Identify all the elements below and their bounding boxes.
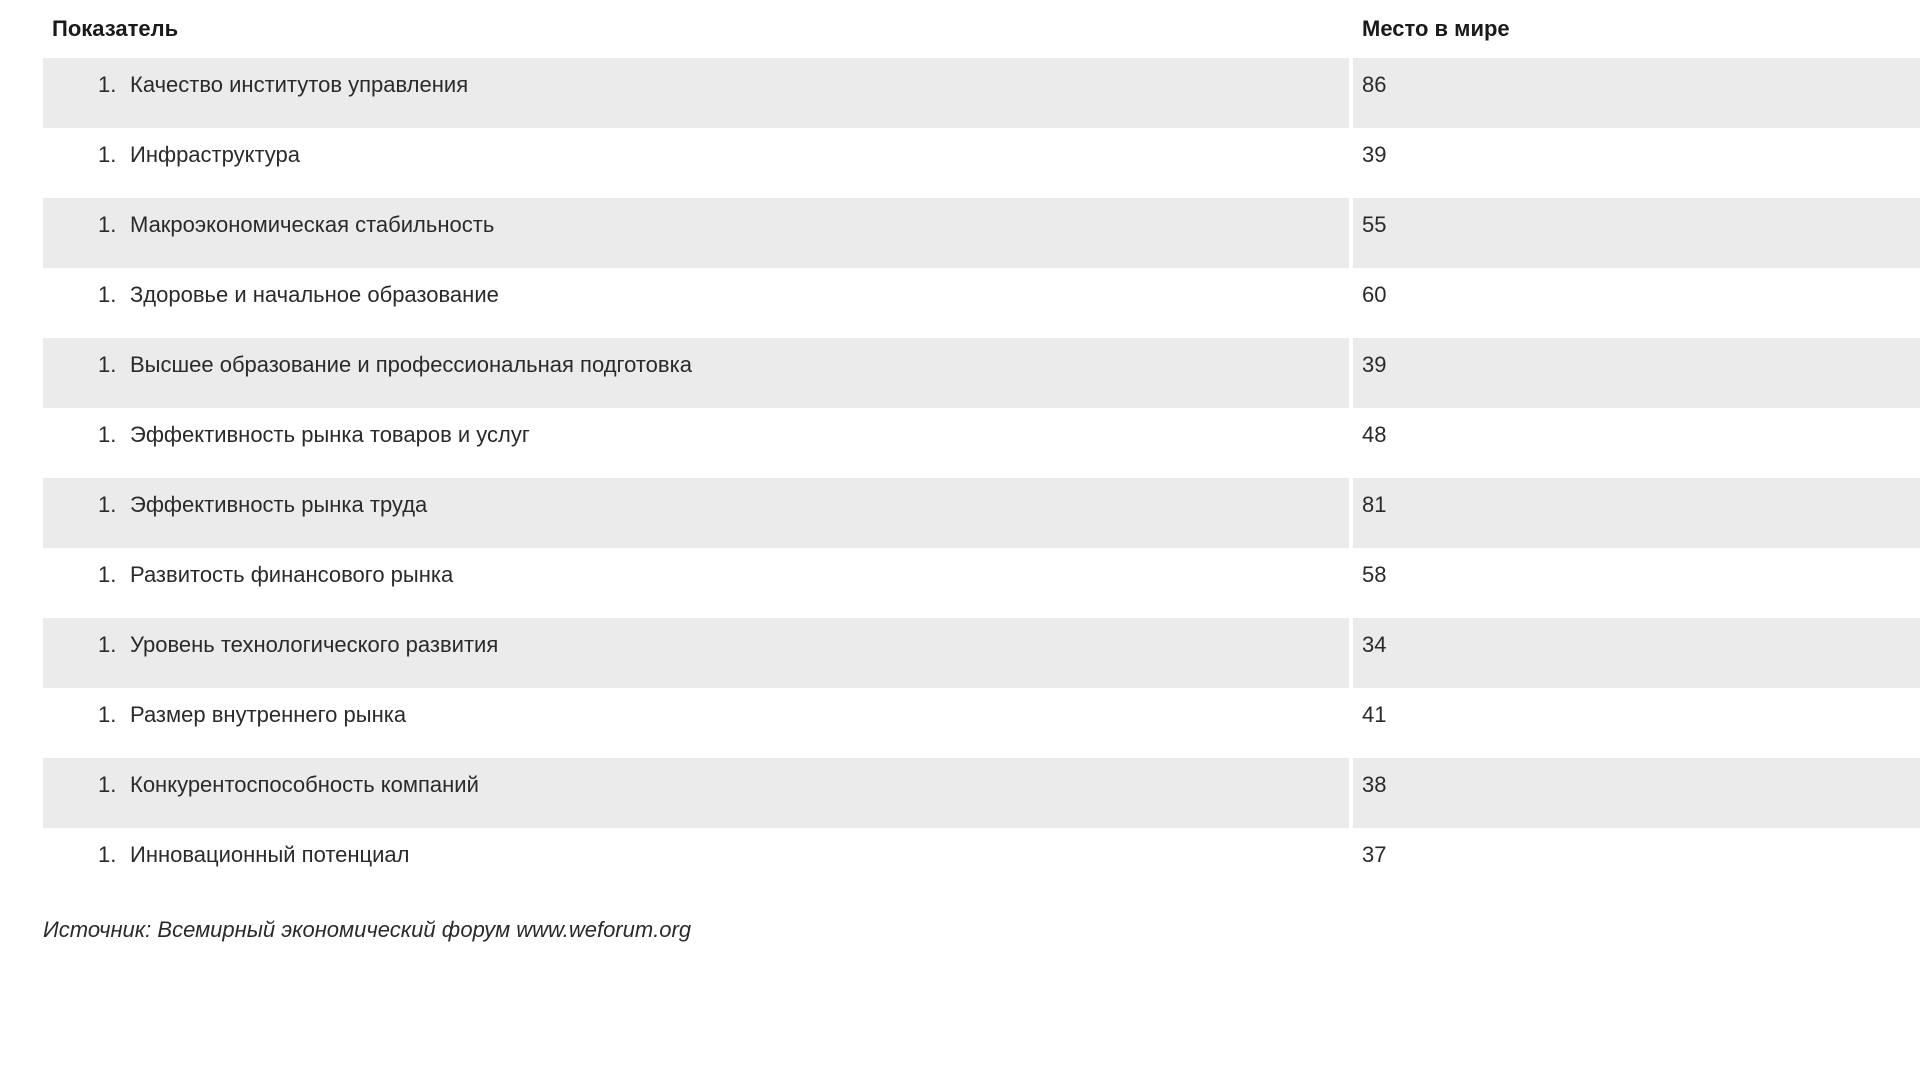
ranking-table bbox=[43, 0, 1920, 898]
rank-cell: 55 bbox=[1353, 198, 1920, 268]
ranking-table-container bbox=[43, 0, 1920, 898]
list-number: 1. bbox=[98, 72, 117, 97]
rank-cell: 39 bbox=[1353, 338, 1920, 408]
indicator-label: Эффективность рынка труда bbox=[130, 492, 428, 517]
table-row bbox=[43, 268, 1920, 338]
list-number: 1. bbox=[98, 142, 117, 167]
header-indicator: Показатель bbox=[52, 16, 179, 41]
indicator-cell bbox=[43, 408, 1349, 478]
table-header-row bbox=[43, 0, 1920, 58]
table-row bbox=[43, 128, 1920, 198]
indicator-cell bbox=[43, 338, 1349, 408]
table-row bbox=[43, 478, 1920, 548]
table-row bbox=[43, 58, 1920, 128]
source-note: Источник: Всемирный экономический форум www.weforum.org bbox=[43, 917, 692, 942]
rank-cell: 37 bbox=[1362, 842, 1387, 867]
indicator-cell bbox=[43, 268, 1349, 338]
rank-cell: 58 bbox=[1362, 562, 1387, 587]
indicator-cell bbox=[43, 58, 1349, 128]
rank-cell: 86 bbox=[1353, 58, 1920, 128]
rank-cell: 34 bbox=[1353, 618, 1920, 688]
table-row bbox=[43, 618, 1920, 688]
indicator-label: Размер внутреннего рынка bbox=[130, 702, 407, 727]
table-row bbox=[43, 338, 1920, 408]
header-rank: Место в мире bbox=[1362, 16, 1510, 41]
rank-cell: 39 bbox=[1362, 142, 1387, 167]
table-row bbox=[43, 688, 1920, 758]
list-number: 1. bbox=[98, 422, 117, 447]
rank-cell: 48 bbox=[1362, 422, 1387, 447]
list-number: 1. bbox=[98, 282, 117, 307]
table-row bbox=[43, 758, 1920, 828]
indicator-cell bbox=[43, 548, 1349, 618]
rank-cell: 41 bbox=[1362, 702, 1387, 727]
list-number: 1. bbox=[98, 632, 117, 657]
indicator-cell bbox=[43, 478, 1349, 548]
table-body bbox=[43, 58, 1920, 898]
list-number: 1. bbox=[98, 212, 117, 237]
indicator-label: Здоровье и начальное образование bbox=[130, 282, 499, 307]
list-number: 1. bbox=[98, 842, 117, 867]
indicator-label: Макроэкономическая стабильность bbox=[130, 212, 495, 237]
list-number: 1. bbox=[98, 352, 117, 377]
indicator-label: Высшее образование и профессиональная подготовка bbox=[130, 352, 692, 377]
indicator-cell bbox=[43, 618, 1349, 688]
indicator-cell bbox=[43, 688, 1349, 758]
list-number: 1. bbox=[98, 492, 117, 517]
indicator-label: Качество институтов управления bbox=[130, 72, 469, 97]
indicator-cell bbox=[43, 758, 1349, 828]
table-row bbox=[43, 408, 1920, 478]
rank-cell: 38 bbox=[1353, 758, 1920, 828]
indicator-label: Уровень технологического развития bbox=[130, 632, 499, 657]
list-number: 1. bbox=[98, 702, 117, 727]
indicator-cell bbox=[43, 198, 1349, 268]
indicator-label: Эффективность рынка товаров и услуг bbox=[130, 422, 530, 447]
rank-cell: 60 bbox=[1362, 282, 1387, 307]
indicator-cell bbox=[43, 828, 1349, 898]
table-row bbox=[43, 198, 1920, 268]
table-row bbox=[43, 548, 1920, 618]
indicator-label: Конкурентоспособность компаний bbox=[130, 772, 479, 797]
list-number: 1. bbox=[98, 562, 117, 587]
indicator-label: Развитость финансового рынка bbox=[130, 562, 454, 587]
table-row bbox=[43, 828, 1920, 898]
indicator-cell bbox=[43, 128, 1349, 198]
list-number: 1. bbox=[98, 772, 117, 797]
rank-cell: 81 bbox=[1353, 478, 1920, 548]
indicator-label: Инфраструктура bbox=[130, 142, 301, 167]
indicator-label: Инновационный потенциал bbox=[130, 842, 410, 867]
